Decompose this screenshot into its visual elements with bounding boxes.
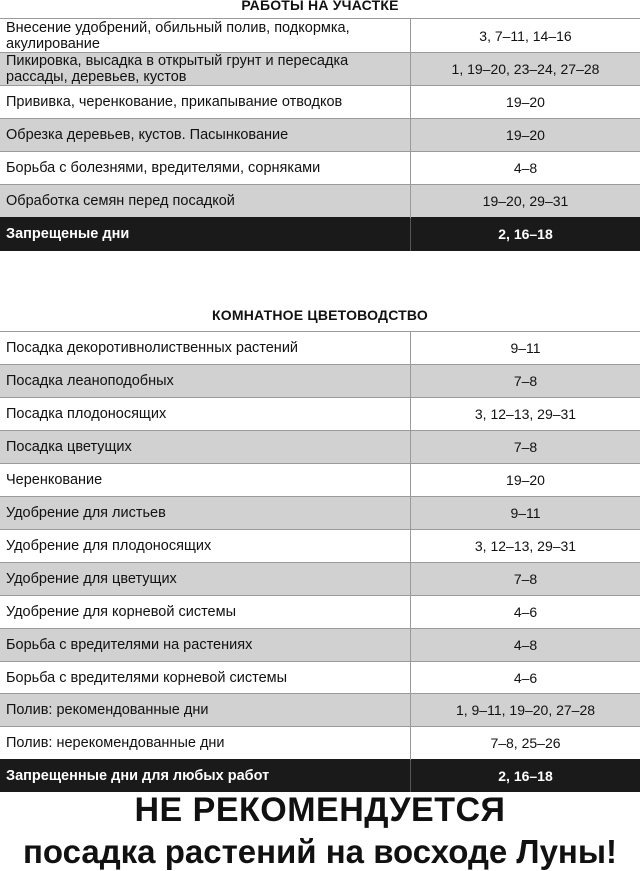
table-row [0, 119, 640, 152]
warning-headline: НЕ РЕКОМЕНДУЕТСЯ [134, 791, 506, 829]
table-row [0, 662, 640, 694]
task-days: 4–8 [411, 629, 640, 662]
forbidden-days: 2, 16–18 [411, 760, 640, 792]
task-name: Борьба с вредителями корневой системы [0, 662, 411, 694]
section-title-garden: РАБОТЫ НА УЧАСТКЕ [241, 0, 399, 13]
table-row [0, 185, 640, 218]
task-name: Черенкование [0, 464, 411, 497]
task-name: Пикировка, высадка в открытый грунт и пересадка рассады, деревьев, кустов [0, 53, 411, 86]
task-name: Борьба с вредителями на растениях [0, 629, 411, 662]
task-days: 7–8, 25–26 [411, 727, 640, 760]
warning-subline: посадка растений на восходе Луны! [22, 833, 618, 870]
table-row [0, 365, 640, 398]
table-row [0, 152, 640, 185]
table-row [0, 53, 640, 86]
task-days: 3, 7–11, 14–16 [411, 19, 640, 53]
forbidden-label: Запрещенные дни для любых работ [0, 760, 411, 792]
forbidden-days: 2, 16–18 [411, 218, 640, 251]
task-days: 7–8 [411, 563, 640, 596]
table-row [0, 530, 640, 563]
task-name: Удобрение для корневой системы [0, 596, 411, 629]
task-days: 7–8 [411, 365, 640, 398]
task-name: Удобрение для плодоносящих [0, 530, 411, 563]
task-days: 7–8 [411, 431, 640, 464]
table-row [0, 431, 640, 464]
task-days: 9–11 [411, 497, 640, 530]
task-name: Полив: нерекомендованные дни [0, 727, 411, 760]
task-name: Удобрение для листьев [0, 497, 411, 530]
task-name: Внесение удобрений, обильный полив, подкормка, акулирование [0, 19, 411, 53]
task-days: 1, 9–11, 19–20, 27–28 [411, 694, 640, 727]
table-row [0, 563, 640, 596]
table-row [0, 497, 640, 530]
table-row [0, 398, 640, 431]
section-title-indoor: КОМНАТНОЕ ЦВЕТОВОДСТВО [212, 307, 428, 323]
garden-table [0, 18, 640, 251]
task-days: 1, 19–20, 23–24, 27–28 [411, 53, 640, 86]
task-days: 19–20, 29–31 [411, 185, 640, 218]
table-row [0, 332, 640, 365]
task-days: 19–20 [411, 86, 640, 119]
task-days: 4–6 [411, 662, 640, 694]
table-row [0, 596, 640, 629]
task-days: 19–20 [411, 464, 640, 497]
task-days: 19–20 [411, 119, 640, 152]
forbidden-days-row [0, 218, 640, 251]
table-row [0, 86, 640, 119]
task-name: Полив: рекомендованные дни [0, 694, 411, 727]
task-days: 9–11 [411, 332, 640, 365]
task-name: Прививка, черенкование, прикапывание отводков [0, 86, 411, 119]
table-row [0, 727, 640, 760]
task-days: 4–8 [411, 152, 640, 185]
task-name: Удобрение для цветущих [0, 563, 411, 596]
table-row [0, 464, 640, 497]
task-name: Обработка семян перед посадкой [0, 185, 411, 218]
task-name: Посадка плодоносящих [0, 398, 411, 431]
indoor-table [0, 331, 640, 792]
table-row [0, 19, 640, 53]
task-days: 3, 12–13, 29–31 [411, 530, 640, 563]
task-days: 3, 12–13, 29–31 [411, 398, 640, 431]
task-name: Обрезка деревьев, кустов. Пасынкование [0, 119, 411, 152]
forbidden-days-row [0, 760, 640, 792]
task-name: Посадка леаноподобных [0, 365, 411, 398]
table-row [0, 694, 640, 727]
task-days: 4–6 [411, 596, 640, 629]
table-row [0, 629, 640, 662]
forbidden-label: Запрещеные дни [0, 218, 411, 251]
task-name: Борьба с болезнями, вредителями, сорняками [0, 152, 411, 185]
task-name: Посадка цветущих [0, 431, 411, 464]
task-name: Посадка декоротивнолиственных растений [0, 332, 411, 365]
